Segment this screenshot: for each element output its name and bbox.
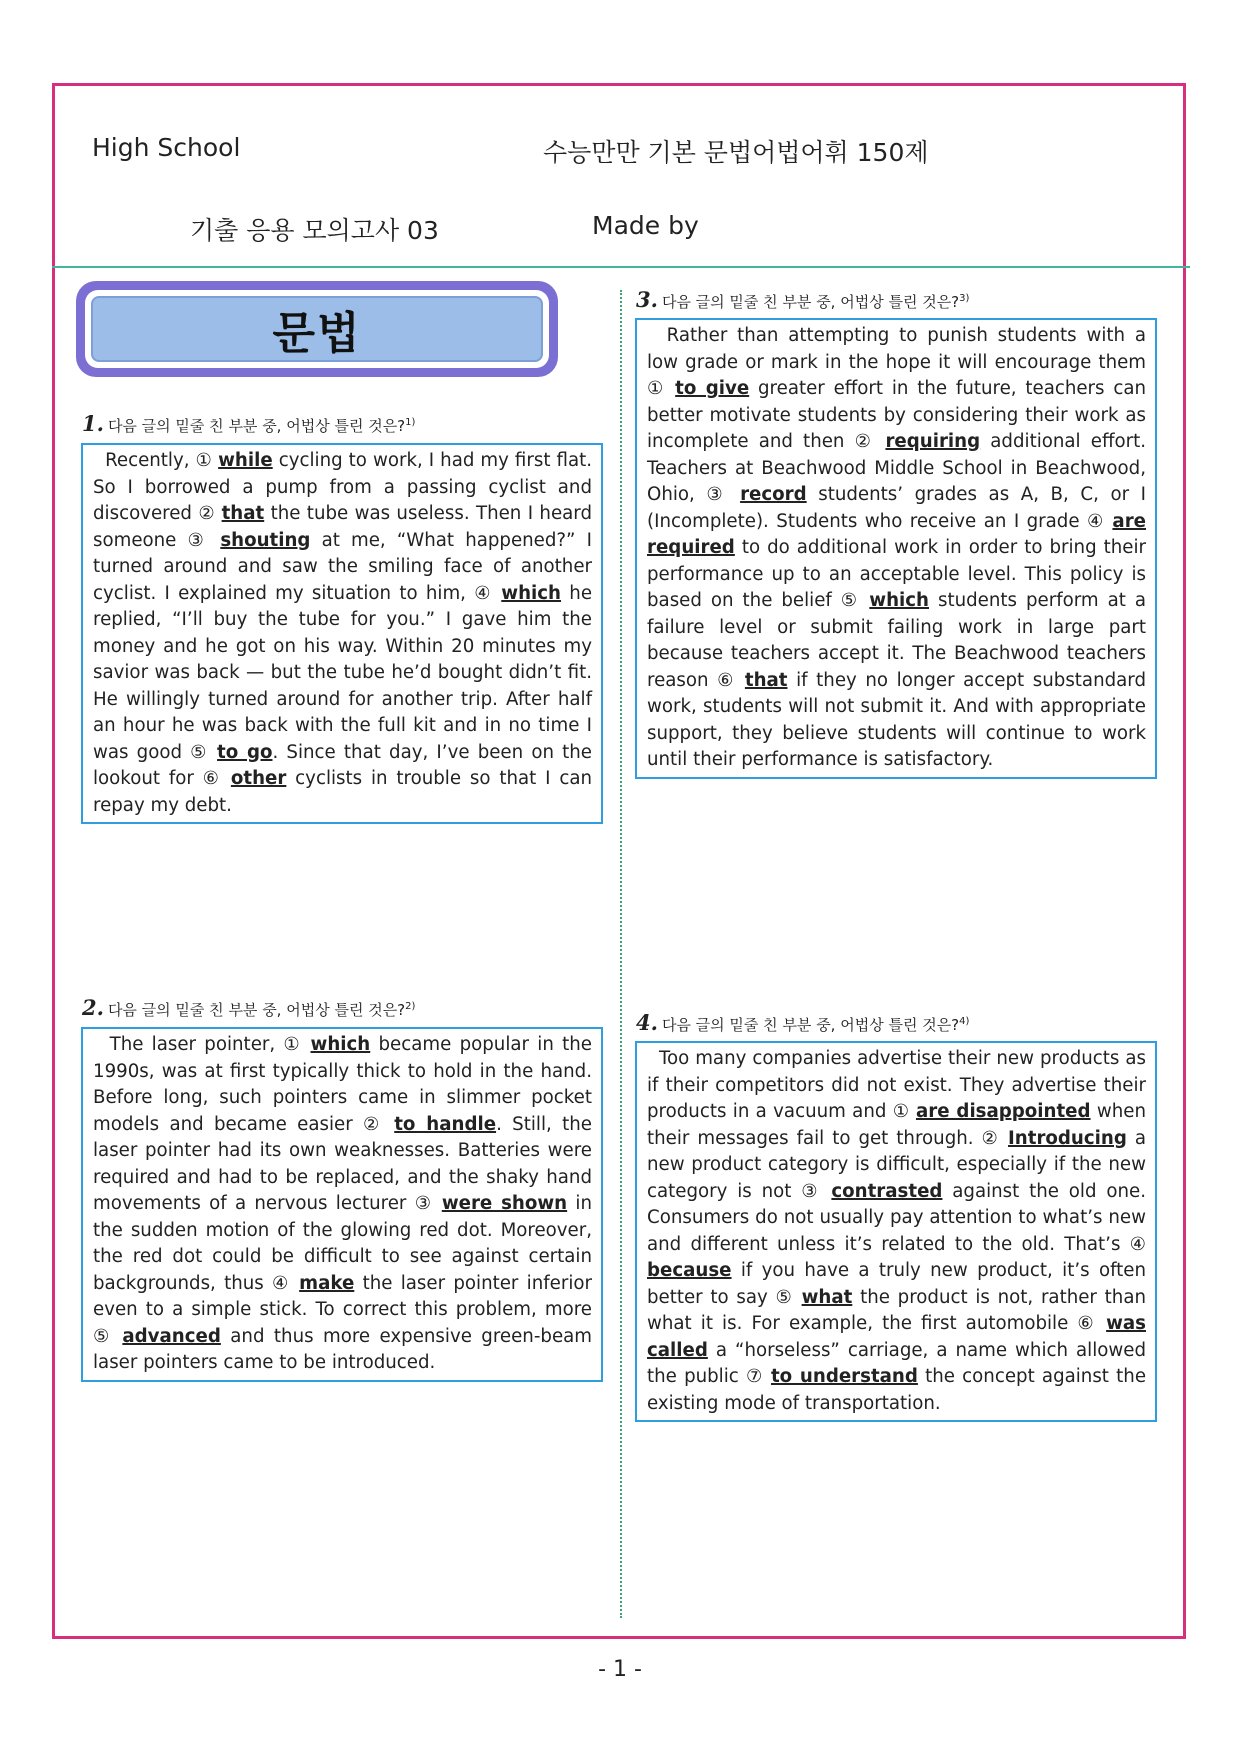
- underlined-choice: to give: [675, 378, 750, 399]
- underlined-choice: were shown: [441, 1193, 568, 1214]
- question-prompt: 다음 글의 밑줄 친 부분 중, 어법상 틀린 것은?: [107, 1001, 406, 1019]
- question-4-title: [636, 1010, 969, 1035]
- underlined-choice: shouting: [220, 529, 311, 551]
- header-made-by: Made by: [592, 211, 699, 240]
- question-1-passage: Recently, ① while cycling to work, I had my first flat. So I borrowed a pump from a passing cyclist and discovered ② that the tube was useless. Then I heard someone ③ shouting at me, “What happened?” I turned around and saw the smiling face of another cyclist. I explained my situation to him, ④ which he replied, “I’ll buy the tube for you.” I gave him the money and he got on his way. Within 20 minutes my savior was back — but the tube he’d bought didn’t fit. He willingly turned around for another trip. After half an hour he was back with the full kit and in no time I was good ⑤ to go. Since that day, I’ve been on the lookout for ⑥ other cyclists in trouble so that I can repay my debt.: [81, 443, 603, 824]
- underlined-choice: because: [647, 1260, 732, 1281]
- underlined-choice: to go: [217, 741, 273, 763]
- underlined-choice: to understand: [770, 1366, 918, 1387]
- section-title: 문법: [272, 308, 362, 359]
- underlined-choice: which: [869, 590, 930, 611]
- underlined-choice: make: [299, 1272, 355, 1294]
- underlined-choice: record: [740, 484, 807, 505]
- footnote-ref: 4): [959, 1016, 970, 1027]
- section-badge: [76, 281, 558, 377]
- underlined-choice: are required: [647, 510, 1146, 558]
- question-2-passage: The laser pointer, ① which became popular in the 1990s, was at first typically thick to hold in the hand. Before long, such pointers came in slimmer pocket models and became easier ② to handle. Still, the laser pointer had its own weaknesses. Batteries were required and had to be replaced, and the shaky hand movements of a nervous lecturer ③ were shown in the sudden motion of the glowing red dot. Moreover, the red dot could be difficult to see against certain backgrounds, thus ④ make the laser pointer inferior even to a simple stick. To correct this problem, more ⑤ advanced and thus more expensive green-beam laser pointers came to be introduced.: [81, 1027, 603, 1382]
- question-1-title: [82, 411, 415, 436]
- underlined-choice: that: [221, 503, 265, 524]
- underlined-choice: other: [230, 768, 287, 789]
- header-divider: [52, 266, 1190, 268]
- underlined-choice: advanced: [122, 1325, 221, 1347]
- question-2-title: [82, 995, 415, 1020]
- header-exam-title: 기출 응용 모의고사 03: [190, 216, 439, 245]
- question-3-passage: Rather than attempting to punish students with a low grade or mark in the hope it will encourage them ① to give greater effort in the future, teachers can better motivate students by considering their work as incomplete and then ② requiring additional effort. Teachers at Beachwood Middle School in Beachwood, Ohio, ③ record students’ grades as A, B, C, or I (Incomplete). Students who receive an I grade ④ are required to do additional work in order to bring their performance up to an acceptable level. This policy is based on the belief ⑤ which students perform at a failure level or submit failing work in large part because teachers accept it. The Beachwood teachers reason ⑥ that if they no longer accept substandard work, students will not submit it. And with appropriate support, they believe students will continue to work until their performance is satisfactory.: [635, 318, 1157, 779]
- header-series-title: 수능만만 기본 문법어법어휘 150제: [543, 138, 929, 167]
- header-school: High School: [92, 133, 241, 162]
- question-number: 3.: [636, 287, 658, 312]
- underlined-choice: which: [501, 582, 562, 604]
- underlined-choice: are disappointed: [915, 1101, 1091, 1122]
- underlined-choice: that: [744, 669, 788, 691]
- question-3-title: [636, 287, 969, 312]
- underlined-choice: to handle: [394, 1113, 497, 1135]
- underlined-choice: Introducing: [1008, 1127, 1127, 1149]
- footnote-ref: 3): [959, 293, 970, 304]
- question-prompt: 다음 글의 밑줄 친 부분 중, 어법상 틀린 것은?: [661, 293, 960, 311]
- underlined-choice: contrasted: [831, 1180, 943, 1202]
- question-prompt: 다음 글의 밑줄 친 부분 중, 어법상 틀린 것은?: [107, 417, 406, 435]
- question-prompt: 다음 글의 밑줄 친 부분 중, 어법상 틀린 것은?: [661, 1016, 960, 1034]
- question-number: 4.: [636, 1010, 658, 1035]
- footnote-ref: 2): [405, 1001, 416, 1012]
- question-4-passage: Too many companies advertise their new products as if their competitors did not exist. They advertise their products in a vacuum and ① are disappointed when their messages fail to get through. ② Introducing a new product category is difficult, especially if the new category is not ③ contrasted against the old one. Consumers do not usually pay attention to what’s new and different unless it’s related to the old. That’s ④ because if you have a truly new product, it’s often better to say ⑤ what the product is not, rather than what it is. For example, the first automobile ⑥ was called a “horseless” carriage, a name which allowed the public ⑦ to understand the concept against the existing mode of transportation.: [635, 1041, 1157, 1422]
- underlined-choice: was called: [647, 1313, 1146, 1361]
- page-number: - 1 -: [598, 1657, 642, 1682]
- underlined-choice: which: [310, 1034, 371, 1055]
- column-divider: [620, 290, 622, 1618]
- underlined-choice: while: [218, 450, 273, 471]
- footnote-ref: 1): [405, 417, 416, 428]
- question-number: 2.: [82, 995, 104, 1020]
- underlined-choice: requiring: [885, 431, 981, 452]
- question-number: 1.: [82, 411, 104, 436]
- underlined-choice: what: [801, 1286, 853, 1308]
